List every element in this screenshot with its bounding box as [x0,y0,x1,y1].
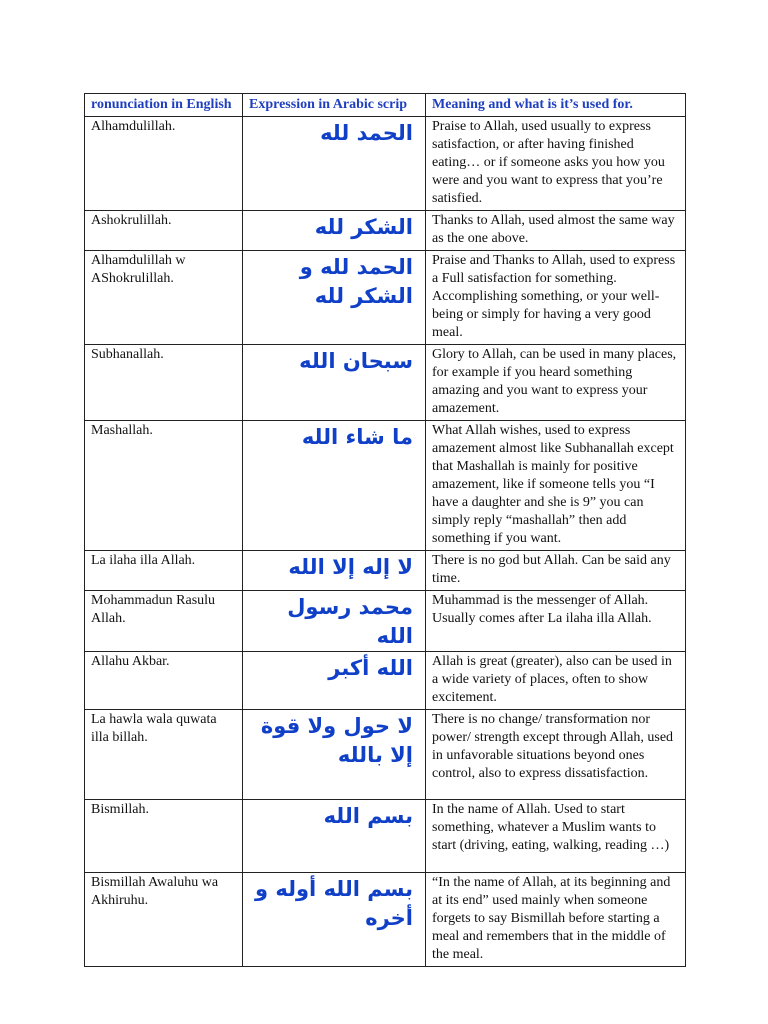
pronunciation-cell: Alhamdulillah. [85,117,243,211]
pronunciation-cell: Mashallah. [85,421,243,551]
arabic-cell: الحمد لله و الشكر لله [243,251,426,345]
pronunciation-cell: Alhamdulillah w AShokrulillah. [85,251,243,345]
pronunciation-cell: Bismillah. [85,800,243,873]
meaning-cell: Allah is great (greater), also can be used in a wide variety of places, often to show excitement. [426,652,686,710]
meaning-cell: “In the name of Allah, at its beginning and at its end” used mainly when someone forgets to say Bismillah before starting a meal and remembers that in the middle of the meal. [426,873,686,967]
header-arabic: Expression in Arabic scrip [243,94,426,117]
arabic-cell: محمد رسول الله [243,591,426,652]
table-row [85,551,686,591]
arabic-cell: الحمد لله [243,117,426,211]
meaning-cell: There is no change/ transformation nor power/ strength except through Allah, used in unfavorable situations beyond ones control, also to express dissatisfaction. [426,710,686,800]
meaning-cell: Praise and Thanks to Allah, used to express a Full satisfaction for something. Accomplishing something, or your well-being or simply for having a very good meal. [426,251,686,345]
table-row [85,652,686,710]
arabic-cell: الشكر لله [243,211,426,251]
table-row [85,591,686,652]
table-row [85,710,686,800]
arabic-cell: بسم الله [243,800,426,873]
meaning-cell: Muhammad is the messenger of Allah. Usually comes after La ilaha illa Allah. [426,591,686,652]
pronunciation-cell: Mohammadun Rasulu Allah. [85,591,243,652]
arabic-cell: ما شاء الله [243,421,426,551]
meaning-cell: Glory to Allah, can be used in many places, for example if you heard something amazing and you want to express your amazement. [426,345,686,421]
pronunciation-cell: Subhanallah. [85,345,243,421]
header-pronunciation: ronunciation in English [85,94,243,117]
meaning-cell: Thanks to Allah, used almost the same way as the one above. [426,211,686,251]
pronunciation-cell: Ashokrulillah. [85,211,243,251]
pronunciation-cell: La ilaha illa Allah. [85,551,243,591]
table-row [85,251,686,345]
table-row [85,421,686,551]
meaning-cell: What Allah wishes, used to express amazement almost like Subhanallah except that Mashallah is mainly for positive amazement, like if someone tells you “I have a daughter and she is 9” you can simply reply “mashallah” then add something if you want. [426,421,686,551]
table-row [85,873,686,967]
pronunciation-cell: Allahu Akbar. [85,652,243,710]
header-row [85,94,686,117]
table-row [85,345,686,421]
pronunciation-cell: La hawla wala quwata illa billah. [85,710,243,800]
arabic-cell: الله أكبر [243,652,426,710]
header-meaning: Meaning and what is it’s used for. [426,94,686,117]
table-row [85,800,686,873]
expressions-table [84,93,686,967]
pronunciation-cell: Bismillah Awaluhu wa Akhiruhu. [85,873,243,967]
meaning-cell: Praise to Allah, used usually to express satisfaction, or after having finished eating… or if someone asks you how you were and you want to express that you’re satisfied. [426,117,686,211]
arabic-cell: بسم الله أوله و أخره [243,873,426,967]
table-row [85,211,686,251]
meaning-cell: There is no god but Allah. Can be said any time. [426,551,686,591]
arabic-cell: لا حول ولا قوة إلا بالله [243,710,426,800]
meaning-cell: In the name of Allah. Used to start something, whatever a Muslim wants to start (driving, eating, walking, reading …) [426,800,686,873]
arabic-cell: لا إله إلا الله [243,551,426,591]
table-row [85,117,686,211]
arabic-cell: سبحان الله [243,345,426,421]
